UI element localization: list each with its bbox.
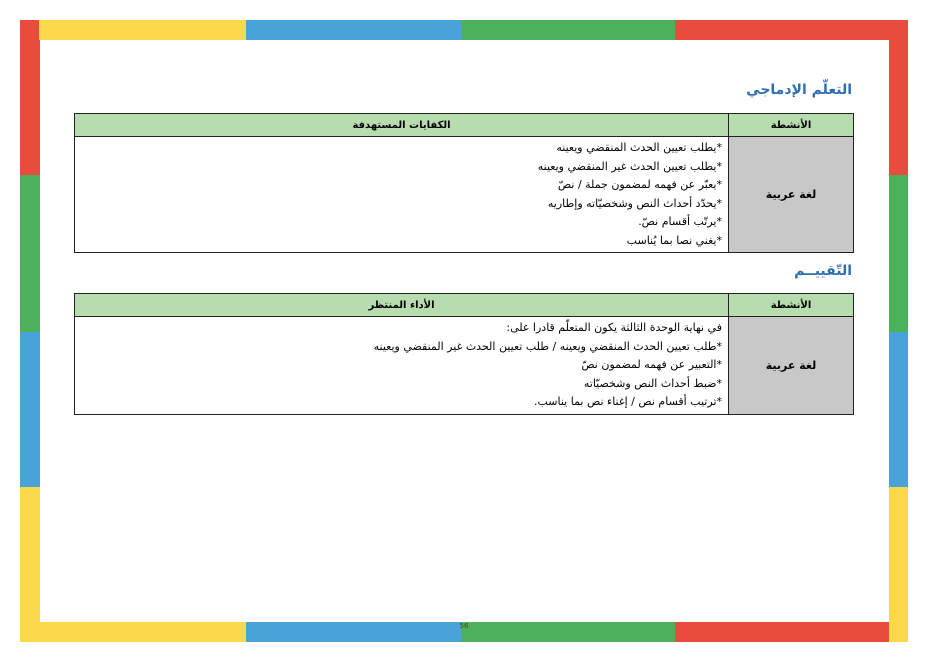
table-header-row (75, 294, 854, 317)
competencies-list (75, 137, 729, 253)
list-item: *يعبّر عن فهمه لمضمون جملة / نصّ (557, 178, 722, 191)
table-row (75, 137, 854, 253)
frame-right-yellow (889, 487, 908, 642)
integrated-learning-table (74, 113, 854, 253)
list-item: *طلب تعيين الحدث المنقضي ويعينه / طلب تعيين الحدث غير المنقضي ويعينه (373, 339, 722, 353)
performance-header: الأداء المنتظر (75, 294, 729, 317)
list-item: *يطلب تعيين الحدث غير المنقضي ويعينه (537, 159, 722, 173)
list-item: *التعبير عن فهمه لمضمون نصّ (581, 358, 722, 371)
frame-top-green (461, 20, 675, 40)
frame-top-yellow (39, 20, 246, 40)
performance-list (75, 317, 729, 415)
list-item: *يغني نصا بما يُناسب (626, 233, 722, 247)
frame-right-blue (889, 332, 908, 487)
frame-left-red (20, 40, 40, 175)
list-item: *يرتّب أقسام نصّ. (638, 215, 722, 228)
list-item: في نهاية الوحدة الثالثة يكون المتعلّم قادرا على: (506, 321, 722, 334)
competencies-header: الكفايات المستهدفة (75, 114, 729, 137)
frame-top-red-right (675, 20, 889, 40)
frame-right-red (889, 20, 908, 175)
list-item: *ضبط أحداث النص وشخصيّاته (583, 376, 722, 390)
frame-left-green (20, 175, 40, 332)
activities-header: الأنشطة (729, 294, 854, 317)
frame-left-blue (20, 332, 40, 487)
list-item: *يحدّد أحداث النص وشخصيّاته وإطاريه (547, 196, 722, 210)
activities-header: الأنشطة (729, 114, 854, 137)
frame-top-blue (246, 20, 461, 40)
integrated-learning-title: التعلّم الإدماجي (746, 82, 852, 98)
table-header-row (75, 114, 854, 137)
evaluation-title: التّقييــم (794, 263, 852, 279)
frame-right-green (889, 175, 908, 332)
evaluation-table (74, 293, 854, 415)
frame-top-red (20, 20, 39, 40)
list-item: *يطلب تعيين الحدث المنقضي ويعينه (556, 141, 722, 154)
subject-cell: لغة عربية (729, 137, 854, 253)
list-item: *ترتيب أقسام نص / إغناء نص بما يناسب. (533, 395, 722, 408)
frame-left-yellow (20, 487, 40, 622)
subject-cell: لغة عربية (729, 317, 854, 415)
table-row (75, 317, 854, 415)
page (40, 40, 888, 630)
page-number: 56 (459, 622, 469, 630)
